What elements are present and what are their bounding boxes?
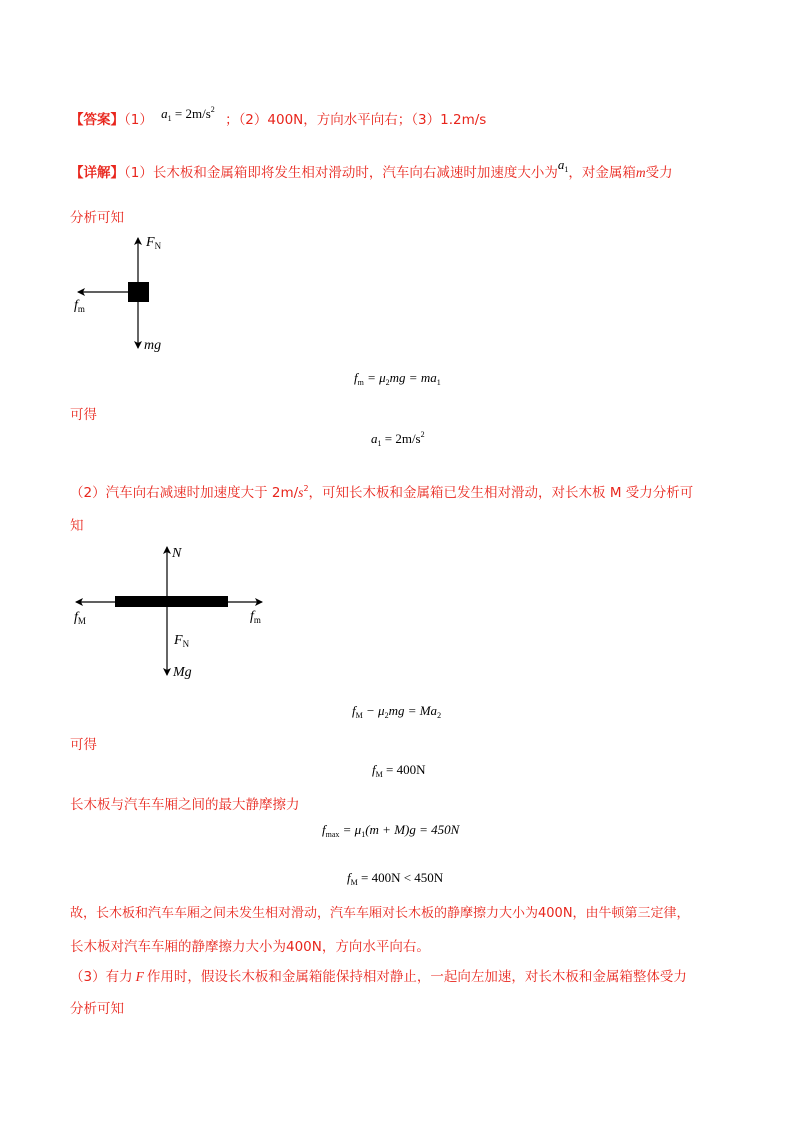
part3-line2: 分析可知 (70, 1001, 124, 1017)
equation-fm: $f_m = \mu_2mg = ma_1$ (354, 370, 441, 387)
fn-label: $F_N$ (146, 235, 162, 251)
answer-part1-prefix: （1） (124, 112, 153, 128)
Mg-label: Mg (173, 665, 192, 680)
board-M (115, 596, 228, 607)
fm-label: $f_m$ (74, 298, 85, 314)
detail-a1-var: $a_1$ (557, 157, 569, 174)
equation-a1: $a_1 = 2m/s^2$ (371, 430, 425, 448)
part3-line1: （3）有力 F 作用时，假设长木板和金属箱能保持相对静止，一起向左加速，对长木板和金属箱整体受力 (70, 969, 687, 985)
equation-fmax: $f_{max} = \mu_1(m + M)g = 450N$ (322, 822, 460, 839)
answer-part2: （2）400N，方向水平向右；（3）1.2m/s (238, 112, 487, 128)
detail-line2: 分析可知 (70, 210, 124, 226)
kede-label-2: 可得 (70, 737, 97, 753)
max-static-label: 长木板与汽车车厢之间的最大静摩擦力 (70, 797, 300, 813)
detail-label: 【详解】 (70, 165, 124, 181)
fm-right-label: $f_m$ (250, 609, 261, 625)
conclusion-line2: 长木板对汽车车厢的静摩擦力大小为400N，方向水平向右。 (70, 939, 430, 955)
box-m (128, 282, 149, 302)
free-body-diagram-box (60, 225, 200, 355)
part2-line1: （2）汽车向右减速时加速度大于 $2m/s^2$，可知长木板和金属箱已发生相对滑动，对长木板 M 受力分析可 (70, 484, 694, 501)
detail-m-var: m (635, 165, 646, 180)
free-body-diagram-board (60, 540, 290, 685)
answer-a1-formula: $a_1 = 2m/s^2$ (161, 105, 215, 123)
part2-line2: 知 (70, 518, 84, 534)
fm-left-label: $f_M$ (74, 610, 86, 626)
equation-compare: $f_M = 400N < 450N$ (347, 870, 444, 887)
detail-line1: 【详解】（1）长木板和金属箱即将发生相对滑动时，汽车向右减速时加速度大小为$a_1$，对金属箱m受力 (70, 157, 673, 181)
equation-fM-400: $f_M = 400N$ (372, 762, 426, 779)
fn-label-board: $F_N$ (174, 633, 190, 649)
answer-line (70, 105, 487, 129)
equation-board-motion: $f_M - \mu_2mg = Ma_2$ (352, 703, 442, 720)
n-label: N (172, 546, 182, 561)
answer-sep: ； (225, 112, 239, 128)
conclusion-line1: 故，长木板和汽车车厢之间未发生相对滑动，汽车车厢对长木板的静摩擦力大小为400N，由牛顿第三定律， (70, 906, 690, 921)
answer-label: 【答案】 (70, 112, 124, 128)
mg-label: mg (144, 338, 162, 353)
kede-label-1: 可得 (70, 407, 97, 423)
